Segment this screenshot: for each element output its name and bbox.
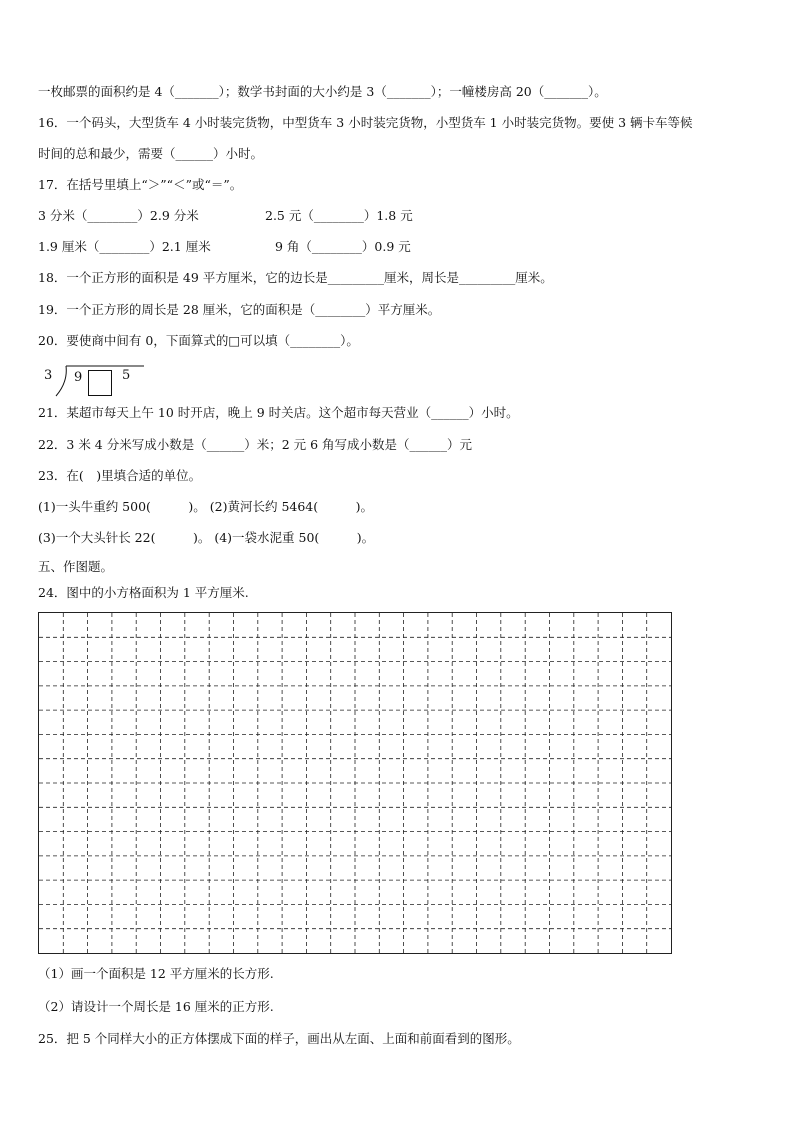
q23-title: 23．在( )里填合适的单位。	[38, 468, 202, 483]
q17-row2-right: 9 角（________）0.9 元	[275, 239, 411, 254]
q17-row1-left: 3 分米（________）2.9 分米	[38, 208, 199, 223]
q17-row2-left: 1.9 厘米（________）2.1 厘米	[38, 239, 211, 254]
q24-text: 24．图中的小方格面积为 1 平方厘米.	[38, 585, 249, 600]
drawing-grid[interactable]	[38, 612, 672, 954]
q24-part1: （1）画一个面积是 12 平方厘米的长方形.	[38, 966, 274, 981]
section-5-heading: 五、作图题。	[38, 559, 114, 574]
q24-part2: （2）请设计一个周长是 16 厘米的正方形.	[38, 999, 274, 1014]
division-digit-1: 9	[74, 370, 83, 385]
q16-line1: 16．一个码头，大型货车 4 小时装完货物，中型货车 3 小时装完货物，小型货车 1 小时装完货物。要使 3 辆卡车等候	[38, 115, 693, 130]
q22-text: 22．3 米 4 分米写成小数是（______）米；2 元 6 角写成小数是（______）元	[38, 437, 473, 452]
division-digit-3: 5	[122, 368, 131, 383]
q20-text: 20．要使商中间有 0，下面算式的□可以填（________）。	[38, 333, 359, 348]
q17-title: 17．在括号里填上“＞”“＜”或“＝”。	[38, 177, 243, 192]
q23-row2: (3)一个大头针长 22( )。 (4)一袋水泥重 50( )。	[38, 530, 375, 545]
division-blank-box[interactable]	[88, 370, 112, 396]
long-division-figure	[38, 362, 148, 400]
q15-tail-text: 一枚邮票的面积约是 4（_______）；数学书封面的大小约是 3（_______）；一幢楼房高 20（_______）。	[38, 84, 607, 99]
q25-text: 25．把 5 个同样大小的正方体摆成下面的样子，画出从左面、上面和前面看到的图形。	[38, 1031, 520, 1046]
q16-line2: 时间的总和最少，需要（______）小时。	[38, 146, 264, 161]
q21-text: 21．某超市每天上午 10 时开店，晚上 9 时关店。这个超市每天营业（______）小时。	[38, 405, 519, 420]
q23-row1: (1)一头牛重约 500( )。 (2)黄河长约 5464( )。	[38, 499, 374, 514]
q18-text: 18．一个正方形的面积是 49 平方厘米，它的边长是_________厘米，周长是_________厘米。	[38, 270, 553, 285]
q17-row1-right: 2.5 元（________）1.8 元	[265, 208, 413, 223]
division-divisor: 3	[44, 368, 53, 383]
grid-lines	[39, 613, 671, 953]
q19-text: 19．一个正方形的周长是 28 厘米，它的面积是（________）平方厘米。	[38, 302, 441, 317]
